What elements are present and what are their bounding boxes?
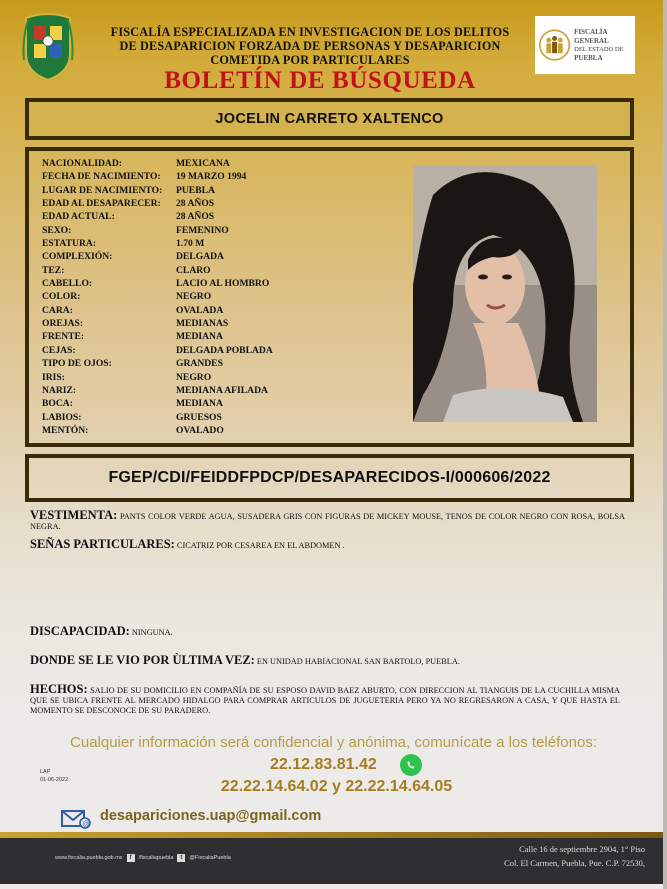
header-line-3: COMETIDA POR PARTICULARES: [210, 53, 410, 67]
discapacidad-text: NINGUNA.: [131, 628, 173, 637]
discapacidad-section: [30, 626, 630, 638]
field-row: [42, 398, 396, 411]
address-line-2: Col. El Carmen, Puebla, Pue. C.P. 72530,: [504, 858, 645, 868]
field-row: [42, 412, 396, 425]
field-value: CLARO: [176, 264, 211, 276]
field-value: MEDIANA: [176, 398, 223, 410]
field-row: [42, 345, 396, 358]
vestimenta-label: VESTIMENTA:: [30, 508, 118, 522]
field-value: PUEBLA: [176, 184, 215, 196]
header-line-2: DE DESAPARICION FORZADA DE PERSONAS Y DESAPARICION: [119, 39, 501, 53]
discapacidad-label: DISCAPACIDAD:: [30, 624, 130, 638]
lap-date: 01-06-2022: [40, 777, 69, 783]
field-label: CARA:: [42, 304, 73, 316]
field-value: MEXICANA: [176, 158, 230, 169]
footer-twitter[interactable]: @FiscaliaPuebla: [189, 855, 231, 861]
field-label: LABIOS:: [42, 411, 82, 423]
fiscalia-logo-icon: [539, 22, 570, 68]
ultima-vez-label: DONDE SE LE VIO POR ÙLTIMA VEZ:: [30, 653, 255, 667]
logo-line-1: FISCALÍA GENERAL: [574, 27, 609, 45]
field-row: [42, 385, 396, 398]
field-row: [42, 425, 396, 438]
info-box: [25, 147, 634, 447]
hechos-text: SALIO DE SU DOMICILIO EN COMPAÑÍA DE SU ESPOSO DAVID BAEZ ABURTO, CON DIRECCION AL TIANGUIS DE LA CUCHILLA MISMA QUE SE UBICA FRENTE AL MERCADO HIDALGO PARA COMPRAR ARTICULOS DE JUGUETERIA PERO YA NO REGRESARON A CASA, Y QUE HASTA EL MOMENTO SE DESCONOCE DE SU PARADERO.: [30, 686, 620, 715]
person-name: JOCELIN CARRETO XALTENCO: [215, 111, 444, 127]
field-value: GRUESOS: [176, 411, 222, 423]
field-row: [42, 331, 396, 344]
social-links: [55, 854, 231, 862]
phone-2[interactable]: 22.22.14.64.02 y 22.22.14.64.05: [220, 778, 453, 795]
field-label: CABELLO:: [42, 278, 93, 290]
fiscalia-logo: [535, 16, 635, 74]
field-value: MEDIANA AFILADA: [176, 384, 268, 396]
field-value: NEGRO: [176, 291, 212, 303]
person-photo: [413, 165, 597, 422]
person-name-box: [25, 98, 634, 140]
field-row: [42, 358, 396, 371]
field-value: 28 AÑOS: [176, 211, 215, 223]
field-label: CEJAS:: [42, 344, 76, 356]
field-value: 19 MARZO 1994: [176, 171, 247, 183]
field-label: SEXO:: [42, 224, 72, 236]
fields-list: [42, 158, 396, 438]
field-label: COMPLEXIÓN:: [42, 251, 113, 263]
field-label: IRIS:: [42, 371, 65, 383]
header-line-1: FISCALÍA ESPECIALIZADA EN INVESTIGACION DE LOS DELITOS: [110, 25, 510, 39]
field-label: FRENTE:: [42, 331, 85, 343]
field-row: [42, 278, 396, 291]
senas-label: SEÑAS PARTICULARES:: [30, 537, 175, 551]
field-value: 28 AÑOS: [176, 198, 215, 210]
field-label: TIPO DE OJOS:: [42, 358, 112, 370]
phone-1[interactable]: 22.12.83.81.42: [270, 756, 377, 773]
field-label: FECHA DE NACIMIENTO:: [42, 171, 161, 183]
field-value: 1.70 M: [176, 238, 205, 250]
field-row: [42, 158, 396, 171]
mail-icon[interactable]: [61, 808, 91, 830]
twitter-icon[interactable]: t: [177, 854, 185, 862]
confidential-note: Cualquier información será confidencial y anónima, comunícate a los teléfonos:: [70, 734, 597, 751]
field-label: EDAD AL DESAPARECER:: [42, 198, 161, 210]
hechos-section: [30, 684, 620, 716]
vestimenta-section: [30, 510, 625, 532]
field-label: BOCA:: [42, 398, 73, 410]
field-label: OREJAS:: [42, 318, 84, 330]
field-label: EDAD ACTUAL:: [42, 211, 115, 223]
state-shield-icon: [22, 10, 74, 82]
field-value: MEDIANA: [176, 331, 223, 343]
field-value: LACIO AL HOMBRO: [176, 278, 270, 290]
field-row: [42, 238, 396, 251]
field-label: COLOR:: [42, 291, 81, 303]
header-title: [100, 25, 520, 67]
lap-label: LAP: [40, 769, 51, 775]
field-row: [42, 318, 396, 331]
field-row: [42, 198, 396, 211]
field-label: LUGAR DE NACIMIENTO:: [42, 184, 163, 196]
ultima-vez-section: [30, 655, 630, 667]
facebook-icon[interactable]: f: [127, 854, 135, 862]
field-label: NACIONALIDAD:: [42, 158, 122, 169]
field-value: NEGRO: [176, 371, 212, 383]
field-value: OVALADO: [176, 424, 224, 436]
svg-text:@: @: [82, 821, 90, 828]
field-row: [42, 211, 396, 224]
bulletin-title: BOLETÍN DE BÚSQUEDA: [164, 67, 476, 94]
contact-email[interactable]: desapariciones.uap@gmail.com: [100, 808, 322, 824]
field-label: ESTATURA:: [42, 238, 97, 250]
senas-section: [30, 539, 630, 551]
case-number: FGEP/CDI/FEIDDFPDCP/DESAPARECIDOS-I/000606/2022: [108, 469, 551, 486]
footer-address: [504, 842, 645, 870]
field-label: NARIZ:: [42, 384, 77, 396]
footer-stripe: [0, 832, 663, 838]
vestimenta-text: PANTS COLOR VERDE AGUA, SUSADERA GRIS CON FIGURAS DE MICKEY MOUSE, TENOS DE COLOR NEGRO CON ROSA, BOLSA NEGRA.: [30, 512, 626, 531]
senas-text: CICATRIZ POR CESAREA EN EL ABDOMEN .: [176, 541, 345, 550]
field-label: MENTÓN:: [42, 424, 89, 436]
hechos-label: HECHOS:: [30, 682, 88, 696]
field-value: FEMENINO: [176, 224, 229, 236]
footer-website[interactable]: www.fiscalia.puebla.gob.mx: [55, 855, 123, 861]
footer: [0, 838, 663, 884]
field-value: MEDIANAS: [176, 318, 229, 330]
case-number-box: [25, 454, 634, 502]
field-row: [42, 265, 396, 278]
field-row: [42, 185, 396, 198]
field-row: [42, 225, 396, 238]
ultima-vez-text: EN UNIDAD HABIACIONAL SAN BARTOLO, PUEBLA.: [256, 657, 460, 666]
field-label: TEZ:: [42, 264, 65, 276]
field-value: GRANDES: [176, 358, 223, 370]
field-row: [42, 372, 396, 385]
footer-facebook[interactable]: /fiscaliapuebla: [138, 855, 174, 861]
field-value: DELGADA: [176, 251, 224, 263]
field-row: [42, 171, 396, 184]
logo-line-2: DEL ESTADO DE: [574, 45, 624, 53]
field-value: OVALADA: [176, 304, 224, 316]
field-row: [42, 291, 396, 304]
address-line-1: Calle 16 de septiembre 2904, 1° Piso: [519, 844, 645, 854]
field-row: [42, 251, 396, 264]
field-row: [42, 305, 396, 318]
whatsapp-icon[interactable]: [400, 754, 422, 776]
field-value: DELGADA POBLADA: [176, 344, 273, 356]
logo-line-3: PUEBLA: [574, 53, 603, 62]
